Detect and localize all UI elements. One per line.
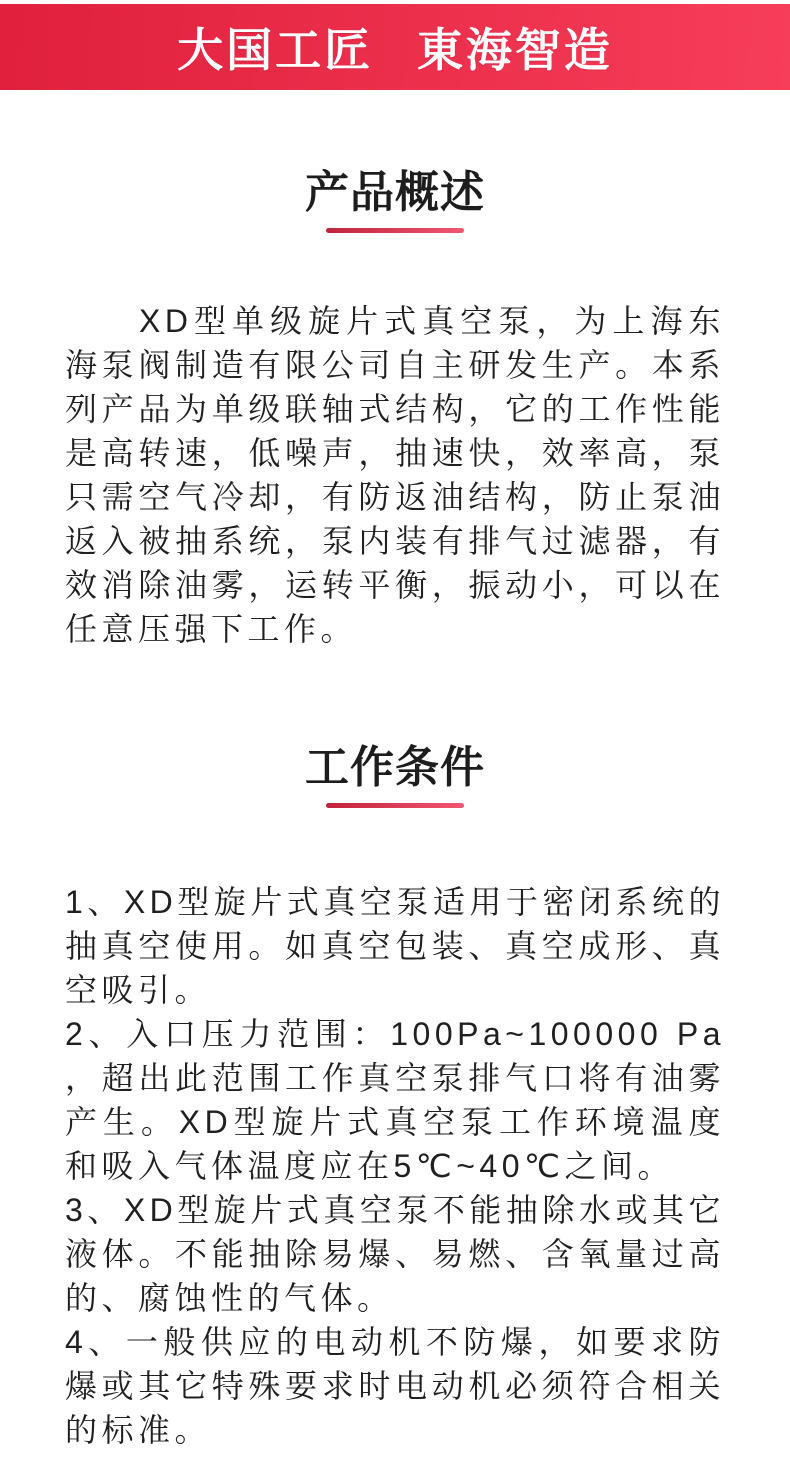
condition-item-3: 3、XD型旋片式真空泵不能抽除水或其它液体。不能抽除易爆、易燃、含氧量过高的、腐蚀性的气体。 (65, 1192, 725, 1316)
overview-title-underline (326, 228, 464, 233)
header-banner (0, 4, 790, 90)
conditions-title-underline (326, 803, 464, 808)
condition-item-1: 1、XD型旋片式真空泵适用于密闭系统的抽真空使用。如真空包装、真空成形、真空吸引。 (65, 884, 725, 1008)
section-working-conditions (0, 745, 790, 1452)
section-overview (0, 170, 790, 651)
product-description-page (0, 4, 790, 1452)
overview-paragraph: XD型单级旋片式真空泵，为上海东海泵阀制造有限公司自主研发生产。本系列产品为单级联轴式结构，它的工作性能是高转速，低噪声，抽速快，效率高，泵只需空气冷却，有防返油结构，防止泵油返入被抽系统，泵内装有排气过滤器，有效消除油雾，运转平衡，振动小，可以在任意压强下工作。 (65, 303, 725, 647)
conditions-list (65, 880, 725, 1452)
condition-item-4: 4、一般供应的电动机不防爆，如要求防爆或其它特殊要求时电动机必须符合相关的标准。 (65, 1324, 725, 1448)
overview-section-title: 产品概述 (305, 168, 485, 217)
conditions-section-title: 工作条件 (305, 743, 485, 792)
banner-title: 大国工匠 東海智造 (177, 24, 613, 76)
condition-item-2: 2、入口压力范围：100Pa~100000 Pa，超出此范围工作真空泵排气口将有油雾产生。XD型旋片式真空泵工作环境温度和吸入气体温度应在5℃~40℃之间。 (65, 1016, 725, 1184)
